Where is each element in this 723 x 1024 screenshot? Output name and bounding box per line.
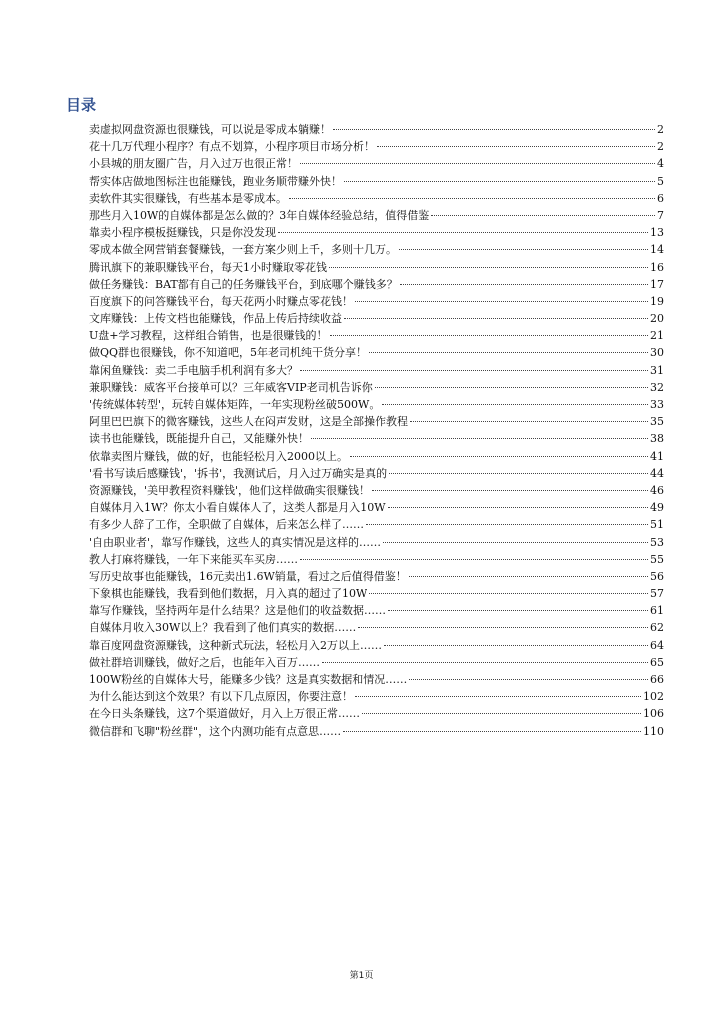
- toc-entry-title: 那些月入10W的自媒体都是怎么做的？3年自媒体经验总结，值得借鉴: [89, 208, 430, 222]
- dot-leader: [383, 542, 648, 543]
- toc-entry[interactable]: [89, 396, 664, 413]
- dot-leader: [300, 370, 648, 371]
- dot-leader: [431, 215, 655, 216]
- table-of-contents: [89, 121, 664, 740]
- toc-entry-page-number: 49: [650, 501, 664, 515]
- toc-entry[interactable]: [89, 241, 664, 258]
- toc-entry[interactable]: [89, 551, 664, 568]
- dot-leader: [388, 507, 648, 508]
- toc-entry-title: 为什么能达到这个效果？有以下几点原因，你要注意！: [89, 690, 353, 704]
- toc-title: 目录: [66, 96, 97, 114]
- toc-entry-page-number: 20: [650, 312, 664, 326]
- toc-entry-title: 兼职赚钱：威客平台接单可以？三年威客VIP老司机告诉你: [89, 380, 373, 394]
- dot-leader: [329, 267, 648, 268]
- dot-leader: [409, 576, 648, 577]
- toc-entry-page-number: 7: [657, 208, 664, 222]
- toc-entry[interactable]: [89, 482, 664, 499]
- toc-entry-page-number: 6: [657, 191, 664, 205]
- toc-entry[interactable]: [89, 654, 664, 671]
- toc-entry-title: 在今日头条赚钱，这7个渠道做好，月入上万很正常……: [89, 707, 360, 721]
- toc-entry[interactable]: [89, 379, 664, 396]
- toc-entry-page-number: 21: [650, 329, 664, 343]
- toc-entry-page-number: 4: [657, 157, 664, 171]
- toc-entry-title: 靠闲鱼赚钱：卖二手电脑手机利润有多大？: [89, 363, 298, 377]
- dot-leader: [366, 524, 648, 525]
- toc-entry-page-number: 51: [650, 518, 664, 532]
- toc-entry-page-number: 38: [650, 432, 664, 446]
- toc-entry[interactable]: [89, 534, 664, 551]
- toc-entry-title: 靠百度网盘资源赚钱，这种新式玩法，轻松月入2万以上……: [89, 638, 382, 652]
- toc-entry-title: 100W粉丝的自媒体大号，能赚多少钱？这是真实数据和情况……: [89, 673, 408, 686]
- toc-entry-page-number: 57: [650, 587, 664, 601]
- toc-entry-title: 有多少人辞了工作，全职做了自媒体，后来怎么样了……: [89, 518, 364, 532]
- toc-entry-page-number: 13: [650, 226, 664, 240]
- dot-leader: [300, 559, 648, 560]
- dot-leader: [358, 627, 648, 628]
- toc-entry-page-number: 61: [650, 604, 664, 618]
- toc-entry[interactable]: [89, 465, 664, 482]
- dot-leader: [355, 696, 641, 697]
- dot-leader: [388, 610, 648, 611]
- dot-leader: [389, 473, 648, 474]
- toc-entry[interactable]: [89, 362, 664, 379]
- dot-leader: [410, 421, 648, 422]
- toc-entry-title: 靠卖小程序模板挺赚钱，只是你没发现: [89, 226, 276, 240]
- dot-leader: [333, 129, 655, 130]
- toc-entry-page-number: 65: [650, 655, 664, 669]
- toc-entry-page-number: 2: [657, 123, 664, 136]
- toc-entry-page-number: 16: [650, 260, 664, 274]
- toc-entry[interactable]: [89, 637, 664, 654]
- toc-entry-page-number: 66: [650, 673, 664, 686]
- toc-entry[interactable]: [89, 327, 664, 344]
- toc-entry-page-number: 56: [650, 569, 664, 583]
- dot-leader: [355, 301, 648, 302]
- toc-entry-page-number: 41: [650, 449, 664, 463]
- toc-entry-title: U盘+学习教程，这样组合销售，也是很赚钱的！: [89, 329, 328, 343]
- toc-entry-page-number: 33: [650, 398, 664, 411]
- toc-entry-title: 文库赚钱：上传文档也能赚钱，作品上传后持续收益: [89, 312, 342, 326]
- dot-leader: [382, 404, 648, 405]
- toc-entry-title: '传统媒体转型'，玩转自媒体矩阵，一年实现粉丝破500W。: [89, 398, 381, 411]
- toc-entry[interactable]: [89, 224, 664, 241]
- dot-leader: [372, 490, 648, 491]
- dot-leader: [278, 232, 648, 233]
- toc-entry-title: '自由职业者'，靠写作赚钱，这些人的真实情况是这样的……: [89, 535, 382, 549]
- toc-entry-page-number: 53: [650, 535, 664, 549]
- dot-leader: [322, 662, 648, 663]
- dot-leader: [350, 456, 648, 457]
- toc-entry[interactable]: [89, 516, 664, 533]
- dot-leader: [384, 645, 648, 646]
- dot-leader: [377, 146, 655, 147]
- toc-entry-title: 零成本做全网营销套餐赚钱，一套方案少则上千，多则十几万。: [89, 243, 397, 257]
- toc-entry-page-number: 31: [650, 363, 664, 377]
- toc-entry[interactable]: [89, 173, 664, 190]
- dot-leader: [369, 593, 648, 594]
- toc-entry[interactable]: [89, 207, 664, 224]
- toc-entry-title: 卖虚拟网盘资源也很赚钱，可以说是零成本躺赚！: [89, 123, 331, 136]
- toc-entry[interactable]: [89, 155, 664, 172]
- dot-leader: [311, 438, 648, 439]
- toc-entry[interactable]: [89, 430, 664, 447]
- toc-entry-page-number: 19: [650, 294, 664, 308]
- toc-entry-page-number: 5: [657, 174, 664, 188]
- page-number-footer: 第1页: [349, 971, 374, 981]
- toc-entry[interactable]: [89, 293, 664, 310]
- dot-leader: [362, 713, 641, 714]
- toc-entry-page-number: 110: [643, 724, 664, 738]
- toc-entry[interactable]: [89, 705, 664, 722]
- toc-entry-title: 小县城的朋友圈广告，月入过万也很正常！: [89, 157, 298, 171]
- toc-entry-title: 靠写作赚钱，坚持两年是什么结果？这是他们的收益数据……: [89, 604, 386, 618]
- toc-entry-page-number: 17: [650, 277, 664, 291]
- toc-entry-title: 教人打麻将赚钱，一年下来能买车买房……: [89, 552, 298, 566]
- toc-entry-title: 做任务赚钱：BAT都有自己的任务赚钱平台，到底哪个赚钱多？: [89, 277, 398, 291]
- toc-entry[interactable]: [89, 671, 664, 688]
- toc-entry-page-number: 2: [657, 140, 664, 154]
- toc-entry-title: 自媒体月收入30W以上？我看到了他们真实的数据……: [89, 621, 357, 635]
- toc-entry[interactable]: [89, 568, 664, 585]
- toc-entry-title: 微信群和飞聊"粉丝群"，这个内测功能有点意思……: [89, 724, 342, 738]
- toc-entry-title: 腾讯旗下的兼职赚钱平台，每天1小时赚取零花钱: [89, 260, 327, 274]
- toc-entry-title: '看书写读后感赚钱'，'拆书'，我测试后，月入过万确实是真的: [89, 466, 388, 480]
- toc-entry-title: 依靠卖图片赚钱，做的好，也能轻松月入2000以上。: [89, 449, 348, 463]
- toc-entry-title: 自媒体月入1W？你太小看自媒体人了，这类人都是月入10W: [89, 501, 386, 515]
- toc-entry-title: 做QQ群也很赚钱，你不知道吧，5年老司机纯干货分享！: [89, 346, 368, 360]
- toc-entry[interactable]: [89, 688, 664, 705]
- toc-entry-title: 读书也能赚钱，既能提升自己，又能赚外快！: [89, 432, 309, 446]
- toc-entry[interactable]: [89, 619, 664, 636]
- toc-entry-page-number: 32: [650, 380, 664, 394]
- toc-entry[interactable]: [89, 121, 664, 138]
- dot-leader: [300, 163, 655, 164]
- toc-entry-page-number: 35: [650, 415, 664, 429]
- dot-leader: [399, 249, 648, 250]
- toc-entry-page-number: 44: [650, 466, 664, 480]
- toc-entry-page-number: 14: [650, 243, 664, 257]
- dot-leader: [369, 352, 648, 353]
- toc-entry[interactable]: [89, 499, 664, 516]
- toc-entry-page-number: 62: [650, 621, 664, 635]
- toc-entry[interactable]: [89, 310, 664, 327]
- toc-entry[interactable]: [89, 259, 664, 276]
- dot-leader: [343, 731, 641, 732]
- toc-entry-title: 下象棋也能赚钱，我看到他们数据，月入真的超过了10W: [89, 587, 368, 601]
- toc-entry[interactable]: [89, 602, 664, 619]
- toc-entry[interactable]: [89, 448, 664, 465]
- toc-entry-title: 帮实体店做地图标注也能赚钱，跑业务顺带赚外快！: [89, 174, 342, 188]
- dot-leader: [344, 318, 648, 319]
- toc-entry-title: 花十几万代理小程序？有点不划算，小程序项目市场分析！: [89, 140, 375, 154]
- toc-entry[interactable]: [89, 344, 664, 361]
- dot-leader: [400, 284, 648, 285]
- toc-entry-title: 写历史故事也能赚钱，16元卖出1.6W销量，看过之后值得借鉴！: [89, 569, 407, 583]
- toc-entry[interactable]: [89, 413, 664, 430]
- toc-entry-page-number: 55: [650, 552, 664, 566]
- dot-leader: [375, 387, 648, 388]
- dot-leader: [330, 335, 649, 336]
- toc-entry-title: 百度旗下的问答赚钱平台，每天花两小时赚点零花钱！: [89, 294, 353, 308]
- dot-leader: [344, 181, 655, 182]
- toc-entry-page-number: 106: [643, 707, 664, 721]
- toc-entry-page-number: 64: [650, 638, 664, 652]
- toc-entry-title: 资源赚钱，'美甲教程资料赚钱'，他们这样做确实很赚钱！: [89, 483, 371, 497]
- toc-entry[interactable]: [89, 138, 664, 155]
- dot-leader: [409, 679, 648, 680]
- toc-entry-title: 做社群培训赚钱，做好之后，也能年入百万……: [89, 655, 320, 669]
- toc-entry[interactable]: [89, 276, 664, 293]
- toc-entry[interactable]: [89, 190, 664, 207]
- toc-entry-title: 阿里巴巴旗下的微客赚钱，这些人在闷声发财，这是全部操作教程: [89, 415, 408, 429]
- dot-leader: [289, 198, 655, 199]
- toc-entry-title: 卖软件其实很赚钱，有些基本是零成本。: [89, 191, 287, 205]
- toc-entry-page-number: 102: [643, 690, 664, 704]
- toc-entry-page-number: 30: [650, 346, 664, 360]
- toc-entry[interactable]: [89, 723, 664, 740]
- toc-entry[interactable]: [89, 585, 664, 602]
- toc-entry-page-number: 46: [650, 483, 664, 497]
